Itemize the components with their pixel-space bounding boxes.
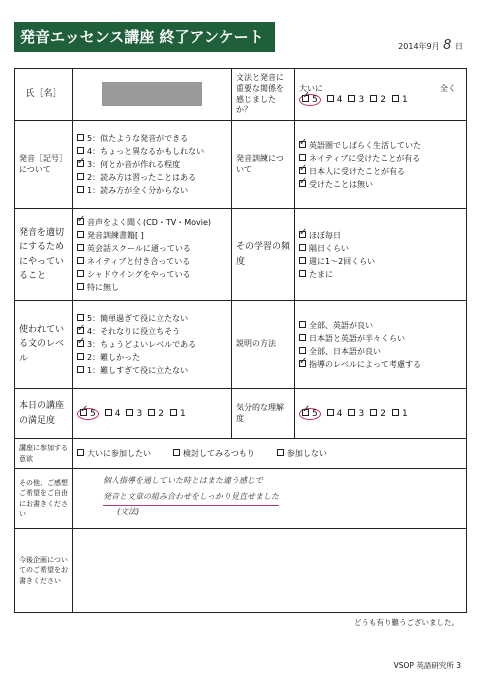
checkbox[interactable] bbox=[299, 270, 306, 277]
option-label: ちょっと異なるかもしれない bbox=[100, 147, 205, 156]
checkbox-option[interactable] bbox=[299, 319, 462, 332]
checkbox-option[interactable] bbox=[77, 158, 227, 171]
rating-value: 4 bbox=[336, 408, 343, 419]
explanation-label: 説明の方法 bbox=[232, 301, 295, 389]
rating-value: 1 bbox=[401, 408, 408, 419]
rating-value: 4 bbox=[114, 408, 121, 419]
checkbox[interactable] bbox=[77, 366, 84, 373]
rating-options bbox=[299, 94, 462, 106]
option-label: 隔日くらい bbox=[309, 243, 349, 253]
option-label: 英会話スクールに通っている bbox=[87, 243, 191, 253]
option-label: 似たような発音ができる bbox=[100, 134, 189, 143]
rating-value: 3 bbox=[358, 95, 365, 105]
checkbox-option[interactable] bbox=[299, 178, 462, 191]
checkbox[interactable] bbox=[299, 321, 306, 328]
rating-value: 3 bbox=[358, 408, 365, 419]
pron-symbol-label: 発音［記号］について bbox=[15, 121, 73, 209]
checkbox[interactable] bbox=[77, 257, 84, 264]
checkbox[interactable] bbox=[77, 231, 84, 238]
frequency-label: その学習の頻度 bbox=[232, 209, 295, 301]
rating-value: 5 bbox=[90, 408, 96, 419]
pron-practice-label: 発音を適切にするためにやっていること bbox=[15, 209, 73, 301]
checkbox[interactable] bbox=[77, 173, 84, 180]
checkbox-option[interactable] bbox=[299, 139, 462, 152]
checkbox[interactable] bbox=[77, 353, 84, 360]
option-label: ネイティブと付き合っている bbox=[87, 256, 191, 266]
checkbox-option[interactable] bbox=[77, 255, 227, 268]
checkbox-option[interactable] bbox=[77, 145, 227, 158]
name-field bbox=[73, 69, 232, 121]
checkbox-option[interactable] bbox=[77, 338, 227, 351]
date-day: 8 bbox=[443, 38, 452, 53]
rating-option[interactable] bbox=[370, 95, 386, 105]
checkbox-option[interactable] bbox=[299, 332, 462, 345]
checkbox[interactable] bbox=[327, 95, 334, 102]
future-field bbox=[73, 529, 467, 613]
checkbox-option[interactable] bbox=[77, 171, 227, 184]
checkbox-option[interactable] bbox=[299, 152, 462, 165]
option-label: 検討してみるつもり bbox=[183, 449, 255, 458]
checkbox[interactable] bbox=[302, 95, 309, 102]
level-options bbox=[73, 301, 232, 389]
rating-value: 1 bbox=[179, 408, 186, 419]
checkbox[interactable] bbox=[327, 409, 334, 416]
handwritten-line-2: 発音と文章の組み合わせをしっかり見直せました bbox=[103, 489, 279, 506]
date-suffix: 日 bbox=[455, 42, 463, 51]
rating-value: 4 bbox=[336, 95, 343, 105]
checkbox-option[interactable] bbox=[299, 268, 462, 281]
checkbox[interactable] bbox=[77, 283, 84, 290]
checkbox-option[interactable] bbox=[77, 184, 227, 197]
rating-value: 1 bbox=[401, 95, 408, 105]
option-label: 全部、日本語が良い bbox=[309, 346, 381, 356]
rating-option[interactable] bbox=[370, 409, 386, 419]
future-label: 今後企画についてのご希望をお書きください bbox=[15, 529, 73, 613]
checkbox[interactable] bbox=[77, 244, 84, 251]
survey-date bbox=[398, 38, 463, 53]
survey-form bbox=[14, 68, 467, 613]
rating-options bbox=[77, 408, 227, 420]
option-label: 読み方が全く分からない bbox=[100, 186, 189, 195]
checkbox[interactable] bbox=[277, 449, 284, 456]
option-label: 日本人に受けたことが有る bbox=[309, 166, 405, 176]
checkbox[interactable] bbox=[77, 340, 84, 347]
checkbox[interactable] bbox=[299, 334, 306, 341]
checkbox[interactable] bbox=[77, 160, 84, 167]
option-label: 難しすぎて役に立たない bbox=[100, 366, 189, 375]
checkbox-option[interactable] bbox=[77, 447, 151, 460]
checkbox[interactable] bbox=[299, 257, 306, 264]
option-label: 大いに参加したい bbox=[87, 449, 151, 458]
frequency-options bbox=[295, 209, 467, 301]
comments-field bbox=[73, 469, 467, 529]
option-number: 1： bbox=[87, 366, 101, 375]
option-label: 難しかった bbox=[100, 353, 141, 362]
checkbox-option[interactable] bbox=[77, 132, 227, 145]
checkbox-option[interactable] bbox=[299, 358, 462, 371]
option-label: 週に1〜2回くらい bbox=[309, 256, 376, 266]
checkbox[interactable] bbox=[392, 409, 399, 416]
scale-high-label: 大いに bbox=[299, 84, 323, 93]
checkbox[interactable] bbox=[77, 186, 84, 193]
checkbox[interactable] bbox=[173, 449, 180, 456]
option-label: シャドウイングをやっている bbox=[87, 269, 191, 279]
checkbox[interactable] bbox=[148, 409, 155, 416]
option-number: 5： bbox=[87, 314, 101, 323]
satisfaction-label: 本日の講座の満足度 bbox=[15, 389, 73, 439]
pron-practice-options bbox=[73, 209, 232, 301]
checkbox[interactable] bbox=[370, 95, 377, 102]
checkbox[interactable] bbox=[77, 327, 84, 334]
checkbox-option[interactable] bbox=[299, 255, 462, 268]
rating-option[interactable] bbox=[327, 409, 343, 419]
option-label: 英語圏でしばらく生活していた bbox=[309, 140, 421, 150]
grammar-relation-rating bbox=[295, 69, 467, 121]
mood-rating bbox=[295, 389, 467, 439]
checkbox[interactable] bbox=[80, 409, 87, 416]
option-label: ネイティブに受けたことが有る bbox=[309, 153, 421, 163]
checkbox[interactable] bbox=[77, 218, 84, 225]
participation-label: 講座に参加する意欲 bbox=[15, 439, 73, 469]
explanation-options bbox=[295, 301, 467, 389]
option-number: 4： bbox=[87, 327, 101, 336]
pron-training-options bbox=[295, 121, 467, 209]
page-title: 発音エッセンス講座 終了アンケート bbox=[14, 22, 275, 52]
checkbox[interactable] bbox=[77, 134, 84, 141]
name-label: 氏［名］ bbox=[15, 69, 73, 121]
option-label: 指導のレベルによって考慮する bbox=[309, 359, 421, 369]
option-label: 全部、英語が良い bbox=[309, 320, 373, 330]
checkbox[interactable] bbox=[77, 270, 84, 277]
checkbox[interactable] bbox=[299, 180, 306, 187]
checkbox[interactable] bbox=[299, 141, 306, 148]
rating-value: 5 bbox=[312, 408, 318, 419]
checkbox-option[interactable] bbox=[77, 364, 227, 377]
rating-option[interactable] bbox=[77, 408, 99, 420]
rating-option[interactable] bbox=[126, 409, 142, 419]
rating-option[interactable] bbox=[148, 409, 164, 419]
option-number: 3： bbox=[87, 340, 101, 349]
level-label: 使われている文のレベル bbox=[15, 301, 73, 389]
checkbox-option[interactable] bbox=[299, 345, 462, 358]
checkbox-option[interactable] bbox=[299, 165, 462, 178]
option-label: 簡単過ぎて役に立たない bbox=[100, 314, 189, 323]
option-number: 4： bbox=[87, 147, 101, 156]
pron-symbol-options bbox=[73, 121, 232, 209]
satisfaction-rating bbox=[73, 389, 232, 439]
checkbox[interactable] bbox=[299, 244, 306, 251]
handwritten-line-1: 個人指導を通していた時とはまた違う感じで bbox=[103, 476, 263, 485]
checkbox[interactable] bbox=[170, 409, 177, 416]
option-label: 音声をよく聞く(CD・TV・Movie) bbox=[87, 217, 212, 227]
rating-value: 2 bbox=[158, 408, 164, 419]
option-label: 受けたことは無い bbox=[309, 179, 373, 189]
checkbox[interactable] bbox=[299, 154, 306, 161]
checkbox[interactable] bbox=[77, 314, 84, 321]
grammar-relation-label: 文法と発音に重要な関係を感じましたか？ bbox=[232, 69, 295, 121]
rating-option[interactable] bbox=[392, 95, 408, 105]
checkbox-option[interactable] bbox=[77, 242, 227, 255]
checkbox-option[interactable] bbox=[77, 281, 227, 294]
checkbox[interactable] bbox=[348, 95, 355, 102]
rating-value: 5 bbox=[312, 95, 318, 105]
participation-options bbox=[73, 439, 467, 469]
option-label: ちょうどよいレベルである bbox=[100, 340, 197, 349]
rating-value: 3 bbox=[136, 408, 143, 419]
rating-value: 2 bbox=[380, 95, 386, 105]
checkbox-option[interactable] bbox=[77, 229, 227, 242]
handwritten-note: (文法) bbox=[117, 507, 140, 516]
footer: VSOP 英語研究所 3 bbox=[393, 661, 461, 670]
pron-training-label: 発音訓練について bbox=[232, 121, 295, 209]
checkbox[interactable] bbox=[370, 409, 377, 416]
option-number: 3： bbox=[87, 160, 101, 169]
checkbox[interactable] bbox=[105, 409, 112, 416]
rating-option[interactable] bbox=[299, 408, 321, 420]
option-label: 発音訓練書籍[ ] bbox=[87, 230, 144, 240]
scale-low-label: 全く bbox=[440, 84, 456, 93]
rating-options bbox=[299, 408, 462, 420]
rating-option[interactable] bbox=[170, 409, 186, 419]
rating-option[interactable] bbox=[392, 409, 408, 419]
option-number: 1： bbox=[87, 186, 101, 195]
checkbox-option[interactable] bbox=[173, 447, 255, 460]
option-label: 何とか音が作れる程度 bbox=[100, 160, 181, 169]
redacted-name bbox=[102, 82, 202, 106]
rating-option[interactable] bbox=[105, 409, 121, 419]
option-number: 5： bbox=[87, 134, 101, 143]
checkbox[interactable] bbox=[77, 449, 84, 456]
option-number: 2： bbox=[87, 173, 101, 182]
option-label: 特に無し bbox=[87, 282, 119, 292]
option-label: 日本語と英語が半々くらい bbox=[309, 333, 405, 343]
checkbox[interactable] bbox=[299, 167, 306, 174]
checkbox[interactable] bbox=[302, 409, 309, 416]
checkbox-option[interactable] bbox=[77, 351, 227, 364]
rating-option[interactable] bbox=[299, 94, 321, 106]
checkbox-option[interactable] bbox=[77, 268, 227, 281]
checkbox-option[interactable] bbox=[277, 447, 327, 460]
thanks-message: どうも有り難うございました。 bbox=[354, 618, 459, 627]
checkbox[interactable] bbox=[299, 360, 306, 367]
option-number: 2： bbox=[87, 353, 101, 362]
checkbox[interactable] bbox=[392, 95, 399, 102]
checkbox[interactable] bbox=[348, 409, 355, 416]
option-label: ほぼ毎日 bbox=[309, 230, 341, 240]
checkbox-option[interactable] bbox=[77, 325, 227, 338]
checkbox-option[interactable] bbox=[299, 229, 462, 242]
option-label: それなりに役立ちそう bbox=[100, 327, 181, 336]
rating-option[interactable] bbox=[348, 95, 364, 105]
checkbox-option[interactable] bbox=[299, 242, 462, 255]
checkbox-option[interactable] bbox=[77, 216, 227, 229]
date-prefix: 2014年9月 bbox=[398, 42, 440, 51]
option-label: たまに bbox=[309, 269, 333, 279]
option-label: 参加しない bbox=[286, 449, 327, 458]
checkbox[interactable] bbox=[299, 231, 306, 238]
rating-option[interactable] bbox=[327, 95, 343, 105]
checkbox[interactable] bbox=[77, 147, 84, 154]
rating-option[interactable] bbox=[348, 409, 364, 419]
checkbox[interactable] bbox=[126, 409, 133, 416]
rating-value: 2 bbox=[380, 408, 386, 419]
option-label: 読み方は習ったことはある bbox=[100, 173, 197, 182]
checkbox-option[interactable] bbox=[77, 312, 227, 325]
mood-label: 気分的な理解度 bbox=[232, 389, 295, 439]
checkbox[interactable] bbox=[299, 347, 306, 354]
comments-label: その他、ご感想ご希望をご自由にお書きください bbox=[15, 469, 73, 529]
